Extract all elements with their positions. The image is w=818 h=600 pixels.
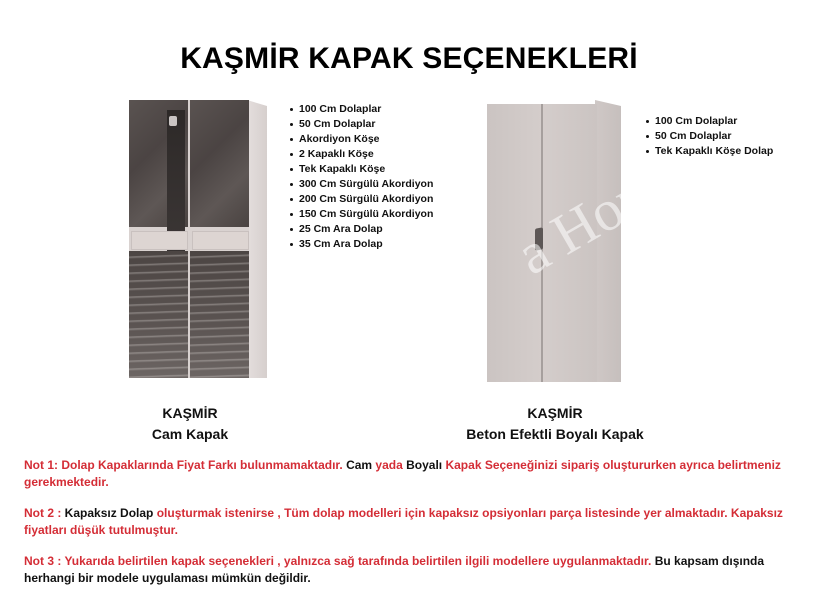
list-item: 50 Cm Dolaplar: [645, 129, 773, 144]
list-item: 300 Cm Sürgülü Akordiyon: [289, 177, 433, 192]
wardrobe-side-panel: [595, 100, 621, 382]
product-2-caption: [440, 403, 670, 445]
note-segment: Not 2 :: [24, 506, 65, 520]
glass-door-wardrobe-image: [129, 96, 269, 386]
list-item: 100 Cm Dolaplar: [645, 114, 773, 129]
list-item: 150 Cm Sürgülü Akordiyon: [289, 207, 433, 222]
product-1-options-list: [289, 102, 433, 252]
note-segment: Boyalı: [406, 458, 446, 472]
wardrobe-front: [129, 100, 249, 378]
list-item: Akordiyon Köşe: [289, 132, 433, 147]
handle-icon: [169, 116, 177, 126]
product-name: KAŞMİR: [527, 405, 583, 421]
wardrobe-door-left: [129, 100, 188, 378]
note-1: [24, 457, 804, 491]
note-segment: oluşturmak istenirse , Tüm dolap modelleri için kapaksız opsiyonları parça listesinde yer almaktadır. Kapaksız fiyatları düşük tutulmuştur.: [24, 506, 783, 537]
list-item: 200 Cm Sürgülü Akordiyon: [289, 192, 433, 207]
note-2: [24, 505, 804, 539]
list-item: Tek Kapaklı Köşe Dolap: [645, 144, 773, 159]
wardrobe-door-right: [190, 100, 249, 378]
list-item: 35 Cm Ara Dolap: [289, 237, 433, 252]
product-door-type: Beton Efektli Boyalı Kapak: [466, 426, 644, 442]
list-item: 50 Cm Dolaplar: [289, 117, 433, 132]
note-segment: Bu kapsam dışında herhangi bir modele uygulaması mümkün değildir.: [24, 554, 765, 585]
handle-icon: [535, 227, 543, 250]
product-door-type: Cam Kapak: [151, 426, 229, 442]
list-item: 25 Cm Ara Dolap: [289, 222, 433, 237]
watermark: a Hon: [505, 160, 660, 288]
note-segment: Not 1: Dolap Kapaklarında Fiyat Farkı bulunmamaktadır.: [24, 458, 347, 472]
product-name: KAŞMİR: [162, 405, 218, 421]
note-segment: Cam: [346, 458, 376, 472]
note-segment: Not 3 : Yukarıda belirtilen kapak seçenekleri , yalnızca sağ tarafında belirtilen ilgili modellere uygulanmaktadır.: [24, 554, 655, 568]
wardrobe-side-panel: [247, 100, 267, 378]
note-3: [24, 553, 804, 587]
painted-door-wardrobe-image: [487, 100, 637, 390]
product-2-options-list: [645, 114, 773, 159]
list-item: 2 Kapaklı Köşe: [289, 147, 433, 162]
list-item: 100 Cm Dolaplar: [289, 102, 433, 117]
page-title: KAŞMİR KAPAK SEÇENEKLERİ: [180, 42, 638, 76]
note-segment: Kapak Seçeneğinizi sipariş oluştururken ayrıca belirtmeniz gerekmektedir.: [24, 458, 781, 489]
note-segment: yada: [375, 458, 407, 472]
list-item: Tek Kapaklı Köşe: [289, 162, 433, 177]
note-segment: Kapaksız Dolap: [64, 506, 157, 520]
product-1-caption: [110, 403, 270, 445]
